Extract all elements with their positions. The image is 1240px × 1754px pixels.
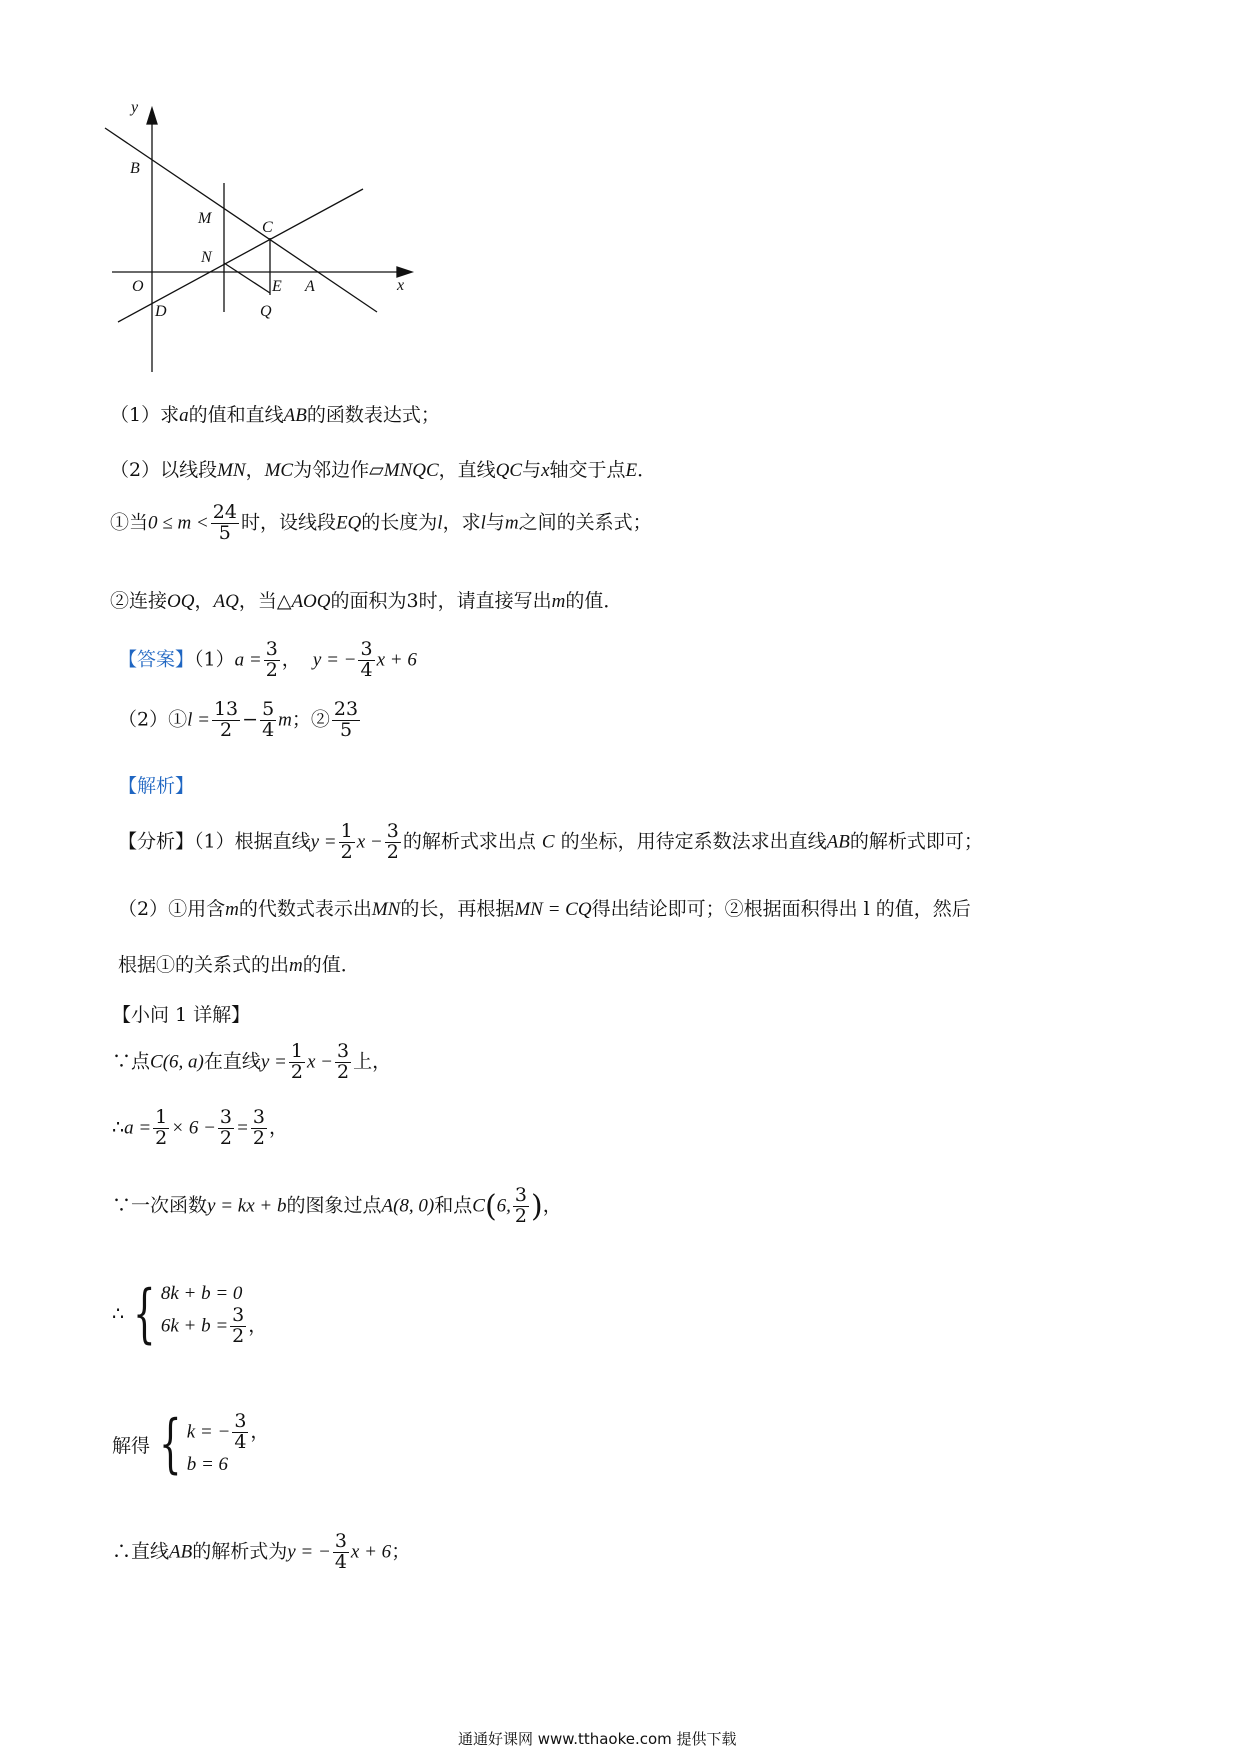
- math: y =: [310, 831, 337, 853]
- answer-tag: 【答案】: [118, 648, 195, 671]
- analysis-line-1: [118, 822, 983, 863]
- var-m: m: [551, 591, 566, 612]
- var-m: m: [225, 899, 239, 920]
- math: y = kx + b: [207, 1195, 287, 1217]
- label-A: A: [305, 278, 315, 295]
- text: （2）以线段: [110, 459, 218, 481]
- label-O: O: [132, 278, 144, 295]
- fraction: [218, 1108, 234, 1149]
- denominator: 2: [265, 658, 278, 681]
- numerator: 13: [213, 698, 239, 720]
- fraction: [289, 1042, 305, 1083]
- text: （1）: [194, 648, 235, 671]
- var-EQ: EQ: [335, 512, 362, 534]
- text: ∴: [112, 1303, 125, 1326]
- var-QC: QC: [495, 460, 523, 481]
- numerator: 3: [514, 1184, 528, 1206]
- denominator: 2: [340, 840, 353, 863]
- denominator: 4: [360, 658, 373, 681]
- text: 的图象过点: [286, 1194, 382, 1217]
- fraction: [513, 1186, 529, 1227]
- label-x: x: [397, 277, 405, 294]
- text: （1）根据直线: [194, 830, 311, 853]
- numerator: 3: [219, 1106, 233, 1128]
- text: （2）①: [118, 708, 188, 731]
- math: −: [242, 708, 259, 731]
- text: ∴直线: [112, 1540, 170, 1563]
- fraction: [230, 1303, 246, 1347]
- text: ，: [245, 459, 265, 481]
- solution-step-2: [112, 1108, 288, 1149]
- brace-icon: {: [133, 1277, 156, 1352]
- text: ①当: [110, 511, 149, 534]
- text: 的解析式求出点: [402, 830, 536, 853]
- numerator: 3: [337, 1040, 350, 1062]
- y-axis-arrow: [147, 108, 157, 124]
- text: ∴: [112, 1116, 125, 1139]
- text: ∵一次函数: [112, 1194, 208, 1217]
- var-l: l: [480, 512, 486, 534]
- fraction: [211, 503, 239, 544]
- label-B: B: [130, 160, 140, 177]
- text: 的函数表达式；: [306, 404, 440, 426]
- number: 3: [406, 590, 419, 612]
- numerator: 3: [265, 638, 278, 660]
- text: 时，设线段: [240, 511, 336, 534]
- text: 的解析式为: [192, 1540, 288, 1563]
- equation-system: [161, 1282, 267, 1347]
- numerator: 1: [155, 1106, 168, 1128]
- answer-line-1: [118, 640, 417, 681]
- fraction: [153, 1108, 169, 1149]
- var-AOQ: AOQ: [291, 591, 331, 612]
- math: y = −: [287, 1541, 331, 1563]
- denominator: 4: [334, 1550, 347, 1573]
- numerator: 24: [212, 501, 237, 523]
- var-AB: AB: [826, 831, 850, 853]
- text: ，: [248, 1314, 268, 1337]
- equation-system: [187, 1412, 270, 1477]
- text: （2）①用含: [118, 898, 226, 920]
- fraction: [212, 700, 240, 741]
- answer-line-2: [118, 700, 362, 741]
- condition-2: [110, 586, 622, 613]
- text: 的长度为: [361, 511, 438, 534]
- var-OQ: OQ: [167, 591, 195, 612]
- label-D: D: [155, 303, 167, 320]
- var-MNQC: MNQC: [383, 460, 439, 481]
- text: ，: [194, 590, 214, 612]
- text: 和点: [434, 1194, 473, 1217]
- numerator: 1: [290, 1040, 303, 1062]
- brace-icon: {: [159, 1407, 182, 1482]
- question-2: [110, 455, 656, 482]
- numerator: 3: [252, 1106, 265, 1128]
- denominator: 2: [220, 718, 233, 741]
- var-l: l: [437, 512, 443, 534]
- numerator: 5: [262, 698, 275, 720]
- var-C: C: [150, 1051, 163, 1073]
- denominator: 5: [218, 521, 231, 544]
- numerator: 1: [340, 820, 353, 842]
- math: (6, a): [162, 1051, 204, 1073]
- math: =: [236, 1117, 249, 1139]
- var-A: A: [381, 1195, 394, 1217]
- label-N: N: [201, 249, 212, 266]
- denominator: 2: [155, 1126, 168, 1149]
- text: 的坐标，用待定系数法求出直线: [560, 830, 827, 853]
- denominator: 2: [252, 1126, 265, 1149]
- numerator: 3: [234, 1410, 247, 1432]
- numerator: 3: [360, 638, 373, 660]
- denominator: 2: [514, 1204, 528, 1227]
- text: ，: [268, 1116, 288, 1139]
- math: x −: [306, 1051, 333, 1073]
- text: 之间的关系式；: [518, 511, 652, 534]
- solution-step-3: ∵一次函数y = kx + b的图象过点A(8, 0)和点C(6, $\frac{3}{2}$ )，: [112, 1184, 562, 1227]
- var-E: E: [625, 460, 638, 481]
- var-MC: MC: [264, 460, 294, 481]
- label-y: y: [131, 99, 139, 116]
- math: × 6 −: [171, 1117, 216, 1139]
- text: 的代数式表示出: [238, 898, 372, 920]
- page-footer: 通通好课网 www.tthaoke.com 提供下载: [458, 1730, 737, 1748]
- label-C: C: [262, 219, 273, 236]
- var-a: a: [179, 405, 189, 426]
- fraction: [335, 1042, 351, 1083]
- question-1: [110, 400, 440, 427]
- equation: b = 6: [186, 1453, 229, 1475]
- text: 在直线: [203, 1050, 261, 1073]
- line-AB: [105, 128, 377, 312]
- fraction: [333, 1532, 349, 1573]
- text: 与: [485, 511, 505, 534]
- fraction: [251, 1108, 267, 1149]
- analysis-tag: 【解析】: [118, 775, 195, 797]
- text: 为邻边作▱: [293, 459, 384, 481]
- fraction: [264, 640, 280, 681]
- text: 的面积为: [330, 590, 407, 612]
- text: ，: [250, 1420, 270, 1443]
- math: a =: [234, 649, 262, 671]
- text: ∵点: [112, 1050, 151, 1073]
- denominator: 4: [234, 1430, 247, 1453]
- label-M: M: [198, 210, 212, 227]
- var-m: m: [278, 709, 292, 731]
- solution-step-6: [112, 1532, 410, 1573]
- condition-1: [110, 503, 652, 544]
- math: 6,: [496, 1195, 511, 1217]
- label-E: E: [272, 278, 282, 295]
- denominator: 5: [339, 718, 353, 741]
- line-NQ: [224, 263, 270, 293]
- math: l =: [187, 709, 210, 731]
- text: ，当△: [238, 590, 292, 612]
- solution-step-4: [112, 1277, 268, 1352]
- math: MN = CQ: [514, 899, 592, 920]
- label-Q: Q: [260, 303, 272, 320]
- math: y =: [260, 1051, 287, 1073]
- numerator: 3: [232, 1303, 245, 1326]
- denominator: 2: [219, 1126, 233, 1149]
- text: 的值和直线: [188, 404, 284, 426]
- math: x −: [356, 831, 383, 853]
- x-axis-arrow: [397, 267, 412, 277]
- text: ，求: [442, 511, 481, 534]
- detail-tag: 【小问 1 详解】: [112, 1004, 251, 1026]
- denominator: 2: [386, 840, 399, 863]
- text: 与: [522, 459, 542, 481]
- math-condition: 0 ≤ m <: [148, 512, 209, 534]
- var-C: C: [541, 831, 555, 853]
- math: x + 6: [376, 649, 417, 671]
- text: 的值．: [302, 954, 360, 976]
- numerator: 23: [333, 698, 359, 720]
- text: ；: [391, 1540, 411, 1563]
- text: 根据①的关系式的出: [118, 954, 290, 976]
- text: ，: [281, 648, 301, 671]
- analysis-line-2: [118, 894, 971, 921]
- denominator: 4: [262, 718, 275, 741]
- text: 的值．: [565, 590, 623, 612]
- text: ．: [637, 459, 657, 481]
- text: 解得: [112, 1434, 151, 1457]
- fraction: [260, 700, 276, 741]
- denominator: 2: [337, 1060, 350, 1083]
- text: 的解析式即可；: [849, 830, 983, 853]
- equation: k = −: [186, 1421, 231, 1443]
- text: ，: [542, 1194, 562, 1217]
- coordinate-figure: [100, 90, 450, 380]
- text: 得出结论即可；②根据面积得出 l 的值，然后: [591, 898, 971, 920]
- fraction: [358, 640, 374, 681]
- analysis-line-3: [118, 950, 360, 977]
- var-C: C: [472, 1195, 485, 1217]
- fraction: [232, 1412, 248, 1453]
- solution-step-5: [112, 1407, 270, 1482]
- var-AQ: AQ: [213, 591, 239, 612]
- text: ②连接: [110, 590, 168, 612]
- text: 时，请直接写出: [418, 590, 552, 612]
- math: (8, 0): [393, 1195, 435, 1217]
- var-m: m: [289, 955, 303, 976]
- text: （1）求: [110, 404, 180, 426]
- text: 上，: [353, 1050, 392, 1073]
- var-x: x: [541, 460, 550, 481]
- var-AB: AB: [283, 405, 307, 426]
- text: ，直线: [438, 459, 496, 481]
- fraction: [339, 822, 355, 863]
- math: a =: [124, 1117, 152, 1139]
- fraction: [332, 700, 360, 741]
- numerator: 3: [386, 820, 399, 842]
- equation: 8k + b = 0: [160, 1283, 243, 1304]
- math: x + 6: [350, 1541, 392, 1563]
- var-m: m: [504, 512, 519, 534]
- fraction: [385, 822, 401, 863]
- text: 的长，再根据: [400, 898, 515, 920]
- denominator: 2: [290, 1060, 303, 1083]
- var-AB: AB: [169, 1541, 193, 1563]
- text: ；②: [291, 708, 330, 731]
- equation: 6k + b =: [160, 1315, 229, 1337]
- denominator: 2: [232, 1324, 245, 1347]
- var-MN: MN: [217, 460, 246, 481]
- var-MN: MN: [371, 899, 401, 920]
- numerator: 3: [334, 1530, 347, 1552]
- analysis-subtag: 【分析】: [118, 830, 195, 853]
- math: y = −: [312, 649, 357, 671]
- text: 轴交于点: [549, 459, 626, 481]
- solution-step-1: [112, 1042, 391, 1083]
